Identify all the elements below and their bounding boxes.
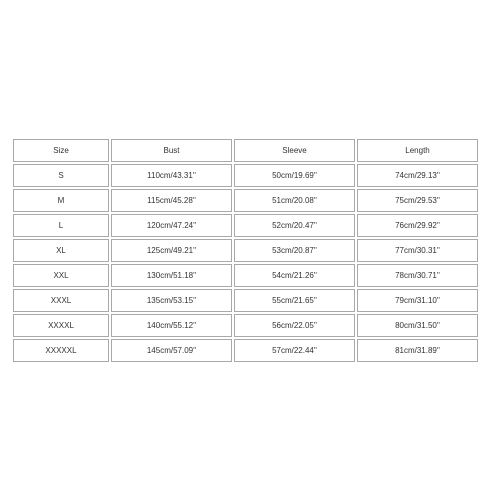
cell-bust: 110cm/43.31'' [111, 164, 232, 187]
cell-length: 75cm/29.53'' [357, 189, 478, 212]
cell-sleeve: 57cm/22.44'' [234, 339, 355, 362]
table-row [13, 164, 478, 187]
cell-sleeve: 54cm/21.26'' [234, 264, 355, 287]
cell-length: 78cm/30.71'' [357, 264, 478, 287]
table-row [13, 339, 478, 362]
table-header-row [13, 139, 478, 162]
cell-size: S [13, 164, 109, 187]
cell-length: 80cm/31.50'' [357, 314, 478, 337]
cell-sleeve: 53cm/20.87'' [234, 239, 355, 262]
cell-size: XXXXL [13, 314, 109, 337]
cell-sleeve: 56cm/22.05'' [234, 314, 355, 337]
cell-length: 81cm/31.89'' [357, 339, 478, 362]
cell-bust: 145cm/57.09'' [111, 339, 232, 362]
cell-sleeve: 52cm/20.47'' [234, 214, 355, 237]
cell-length: 79cm/31.10'' [357, 289, 478, 312]
cell-size: XL [13, 239, 109, 262]
table-row [13, 314, 478, 337]
header-size: Size [13, 139, 109, 162]
table-row [13, 214, 478, 237]
cell-bust: 140cm/55.12'' [111, 314, 232, 337]
header-sleeve: Sleeve [234, 139, 355, 162]
cell-bust: 115cm/45.28'' [111, 189, 232, 212]
cell-length: 76cm/29.92'' [357, 214, 478, 237]
table-row [13, 239, 478, 262]
cell-bust: 120cm/47.24'' [111, 214, 232, 237]
cell-size: L [13, 214, 109, 237]
header-length: Length [357, 139, 478, 162]
cell-size: XXXL [13, 289, 109, 312]
cell-length: 74cm/29.13'' [357, 164, 478, 187]
cell-size: XXL [13, 264, 109, 287]
cell-size: M [13, 189, 109, 212]
size-chart-table [11, 137, 480, 364]
cell-sleeve: 50cm/19.69'' [234, 164, 355, 187]
table-row [13, 264, 478, 287]
table-row [13, 189, 478, 212]
cell-bust: 125cm/49.21'' [111, 239, 232, 262]
cell-sleeve: 51cm/20.08'' [234, 189, 355, 212]
cell-bust: 130cm/51.18'' [111, 264, 232, 287]
cell-bust: 135cm/53.15'' [111, 289, 232, 312]
table-row [13, 289, 478, 312]
cell-size: XXXXXL [13, 339, 109, 362]
cell-length: 77cm/30.31'' [357, 239, 478, 262]
header-bust: Bust [111, 139, 232, 162]
cell-sleeve: 55cm/21.65'' [234, 289, 355, 312]
